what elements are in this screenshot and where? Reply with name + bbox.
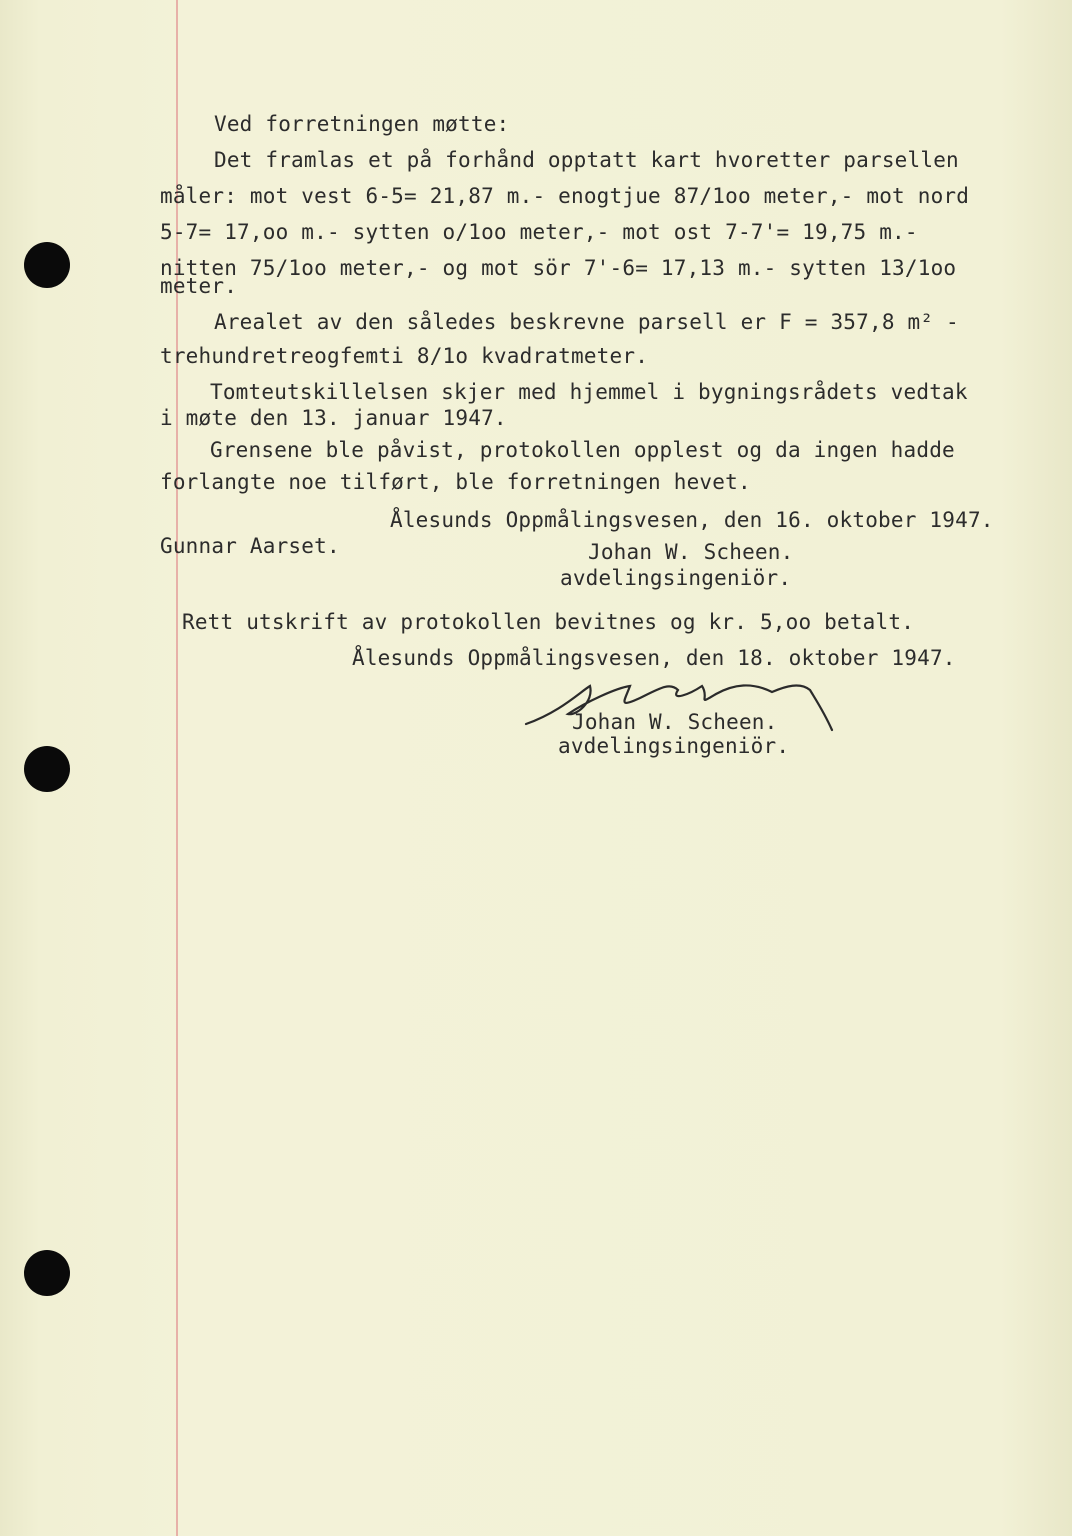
text-line-5: nitten 75/1oo meter,- og mot sör 7'-6= 17,13 m.- sytten 13/1oo [160,256,957,280]
text-line-17: Rett utskrift av protokollen bevitnes og kr. 5,oo betalt. [182,610,915,634]
text-line-1: Ved forretningen møtte: [214,112,510,136]
signatory-title-2: avdelingsingeniör. [558,734,790,758]
signatory-left: Gunnar Aarset. [160,534,340,558]
signatory-name-2: Johan W. Scheen. [572,710,778,734]
text-line-6: meter. [160,274,238,298]
punch-hole-middle [24,746,70,792]
text-line-10: i møte den 13. januar 1947. [160,406,507,430]
text-line-7: Arealet av den således beskrevne parsell er F = 357,8 m² - [214,310,959,334]
signatory-title-1: avdelingsingeniör. [560,566,792,590]
text-line-3: måler: mot vest 6-5= 21,87 m.- enogtjue 87/1oo meter,- mot nord [160,184,970,208]
text-line-8: trehundretreogfemti 8/1o kvadratmeter. [160,344,649,368]
signatory-name-1: Johan W. Scheen. [588,540,794,564]
text-line-18: Ålesunds Oppmålingsvesen, den 18. oktober 1947. [352,646,956,670]
text-line-9: Tomteutskillelsen skjer med hjemmel i bygningsrådets vedtak [210,380,968,404]
text-line-2: Det framlas et på forhånd opptatt kart hvoretter parsellen [214,148,959,172]
text-line-11: Grensene ble påvist, protokollen opplest og da ingen hadde [210,438,955,462]
punch-hole-bottom [24,1250,70,1296]
text-line-13: Ålesunds Oppmålingsvesen, den 16. oktober 1947. [390,508,994,532]
text-line-4: 5-7= 17,oo m.- sytten o/1oo meter,- mot ost 7-7'= 19,75 m.- [160,220,918,244]
text-line-12: forlangte noe tilført, ble forretningen hevet. [160,470,751,494]
punch-hole-top [24,242,70,288]
